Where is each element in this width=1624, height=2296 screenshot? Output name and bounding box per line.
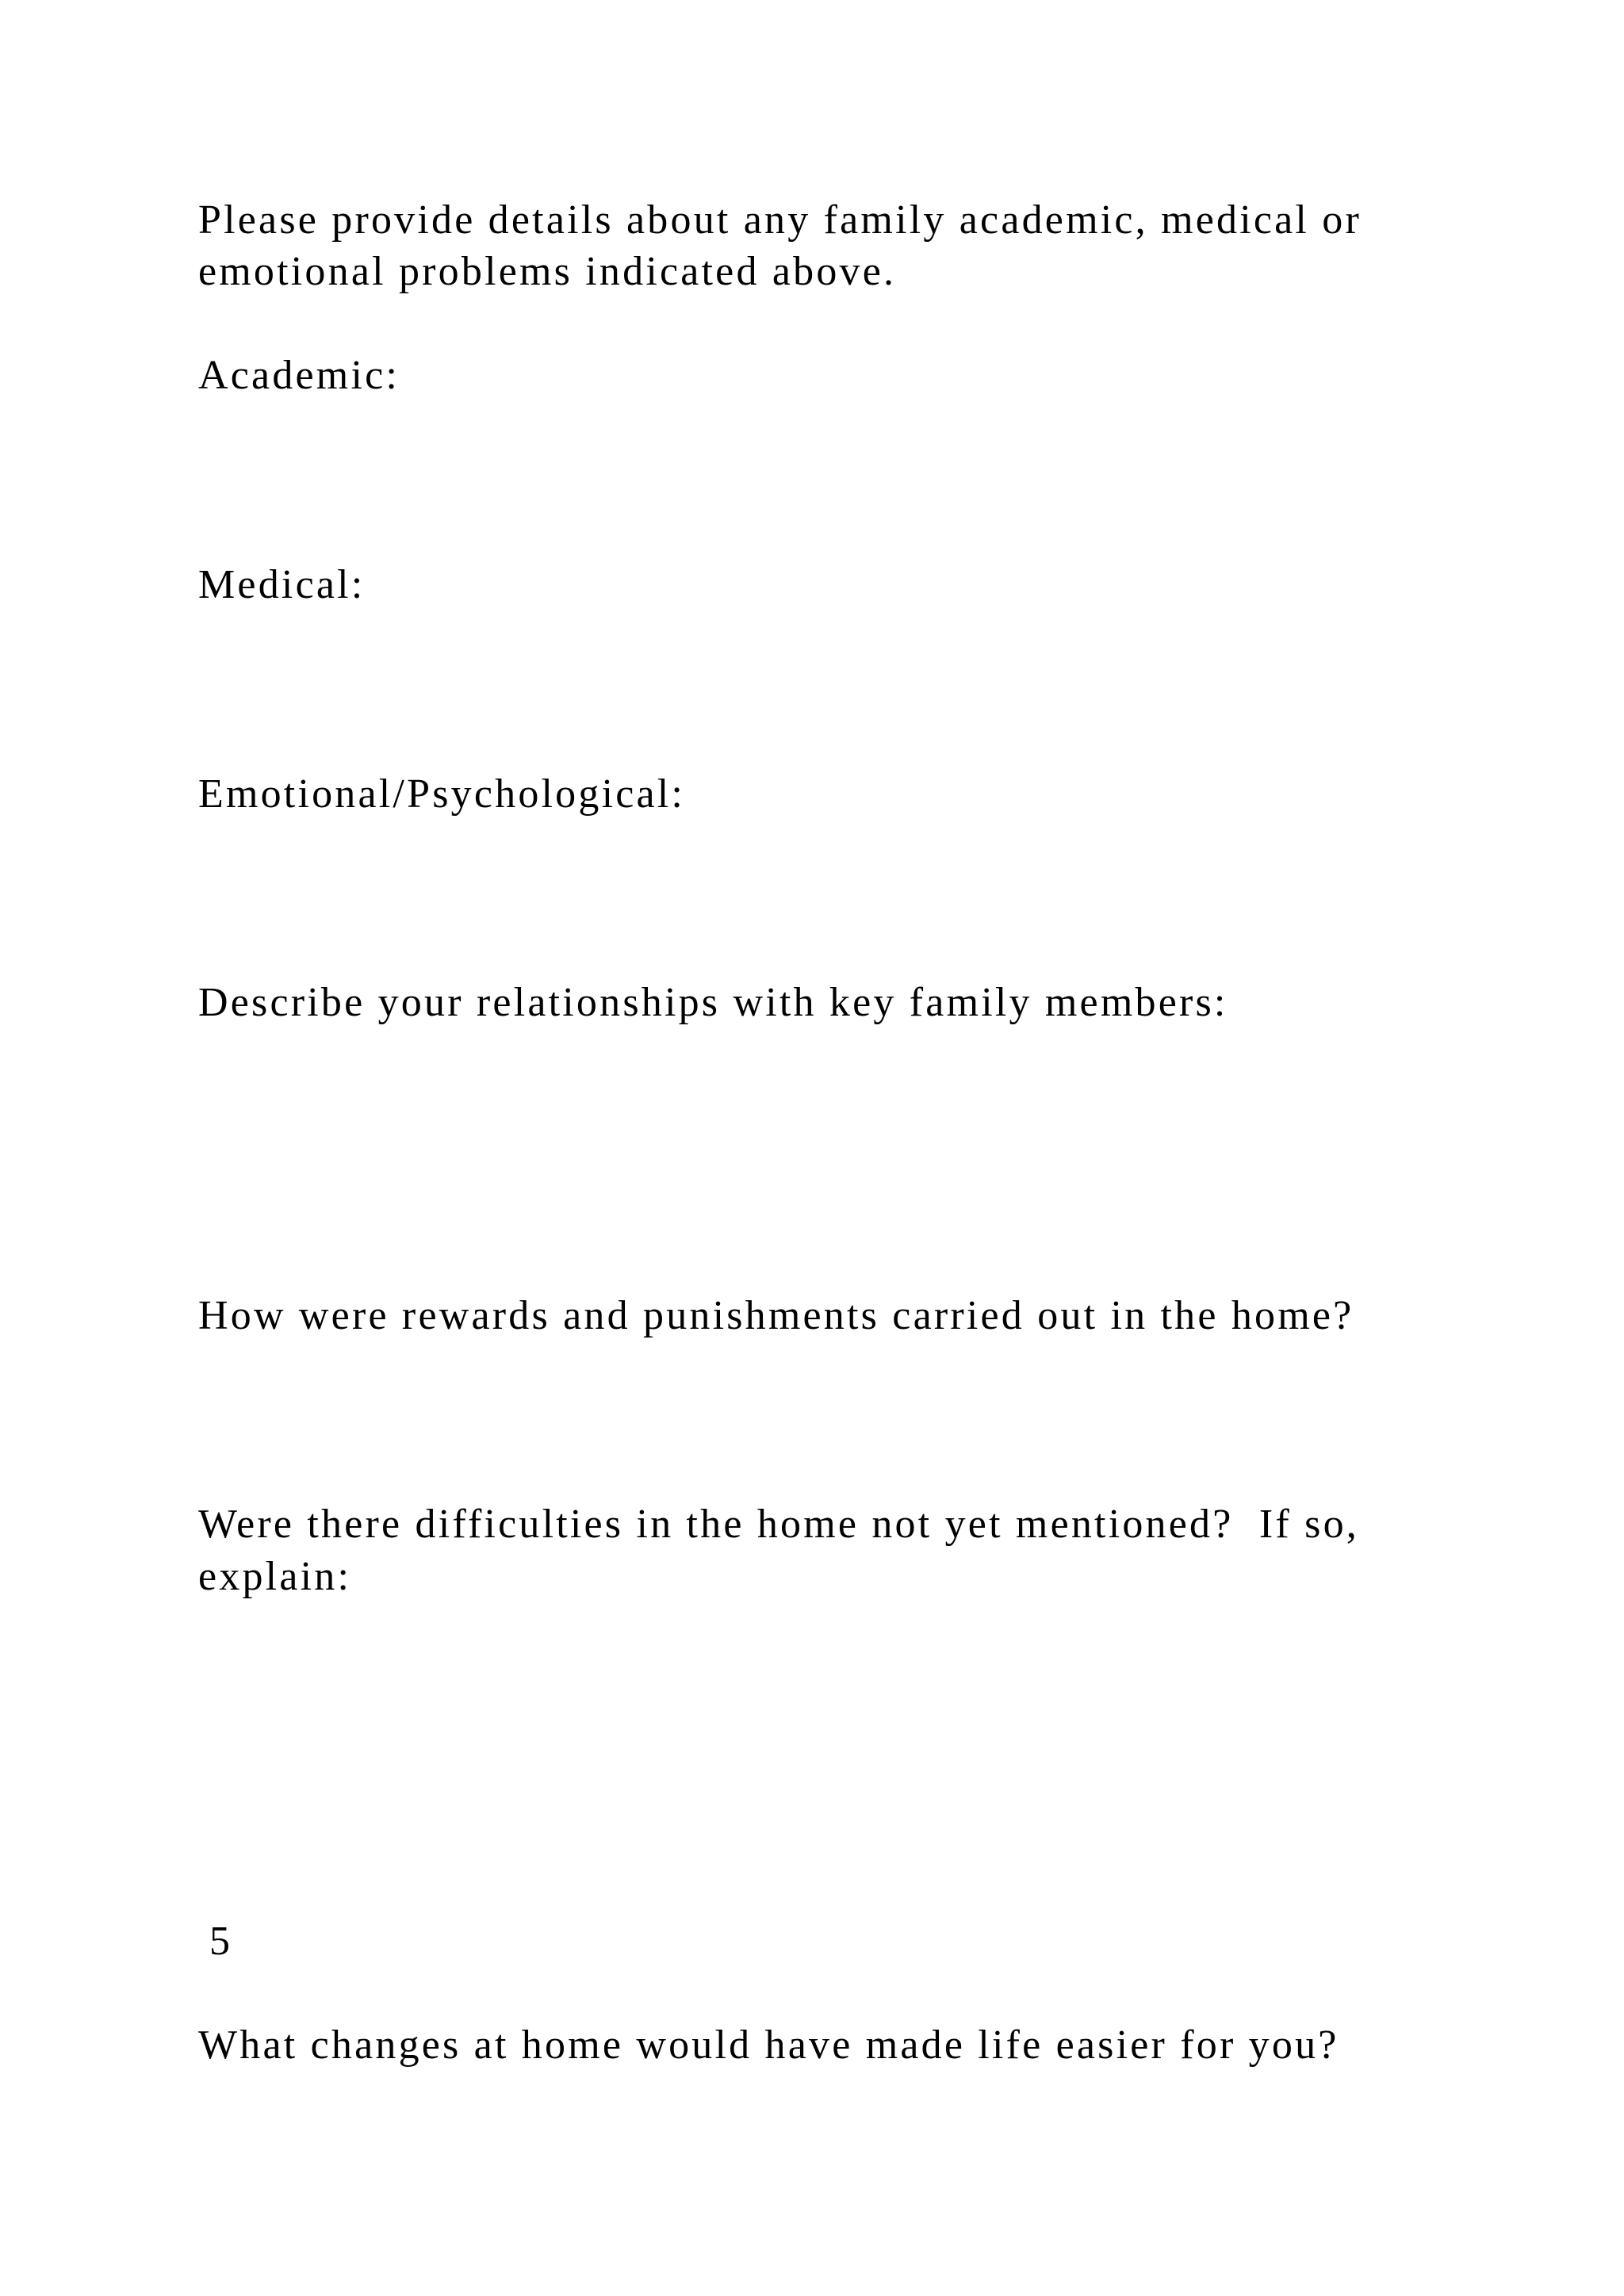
medical-label: Medical: xyxy=(198,562,366,607)
rewards-question: How were rewards and punishments carried out in the home? xyxy=(198,1293,1354,1338)
intro-line-2: emotional problems indicated above. xyxy=(198,249,897,294)
academic-label: Academic: xyxy=(198,353,400,398)
difficulties-question-line-1: Were there difficulties in the home not yet mentioned? If so, xyxy=(198,1502,1359,1547)
page-number: 5 xyxy=(209,1919,230,1964)
intro-line-1: Please provide details about any family academic, medical or xyxy=(198,197,1362,243)
difficulties-question-line-2: explain: xyxy=(198,1554,352,1599)
relationships-question: Describe your relationships with key family members: xyxy=(198,980,1228,1025)
changes-question: What changes at home would have made life easier for you? xyxy=(198,2022,1339,2068)
emotional-label: Emotional/Psychological: xyxy=(198,771,686,817)
